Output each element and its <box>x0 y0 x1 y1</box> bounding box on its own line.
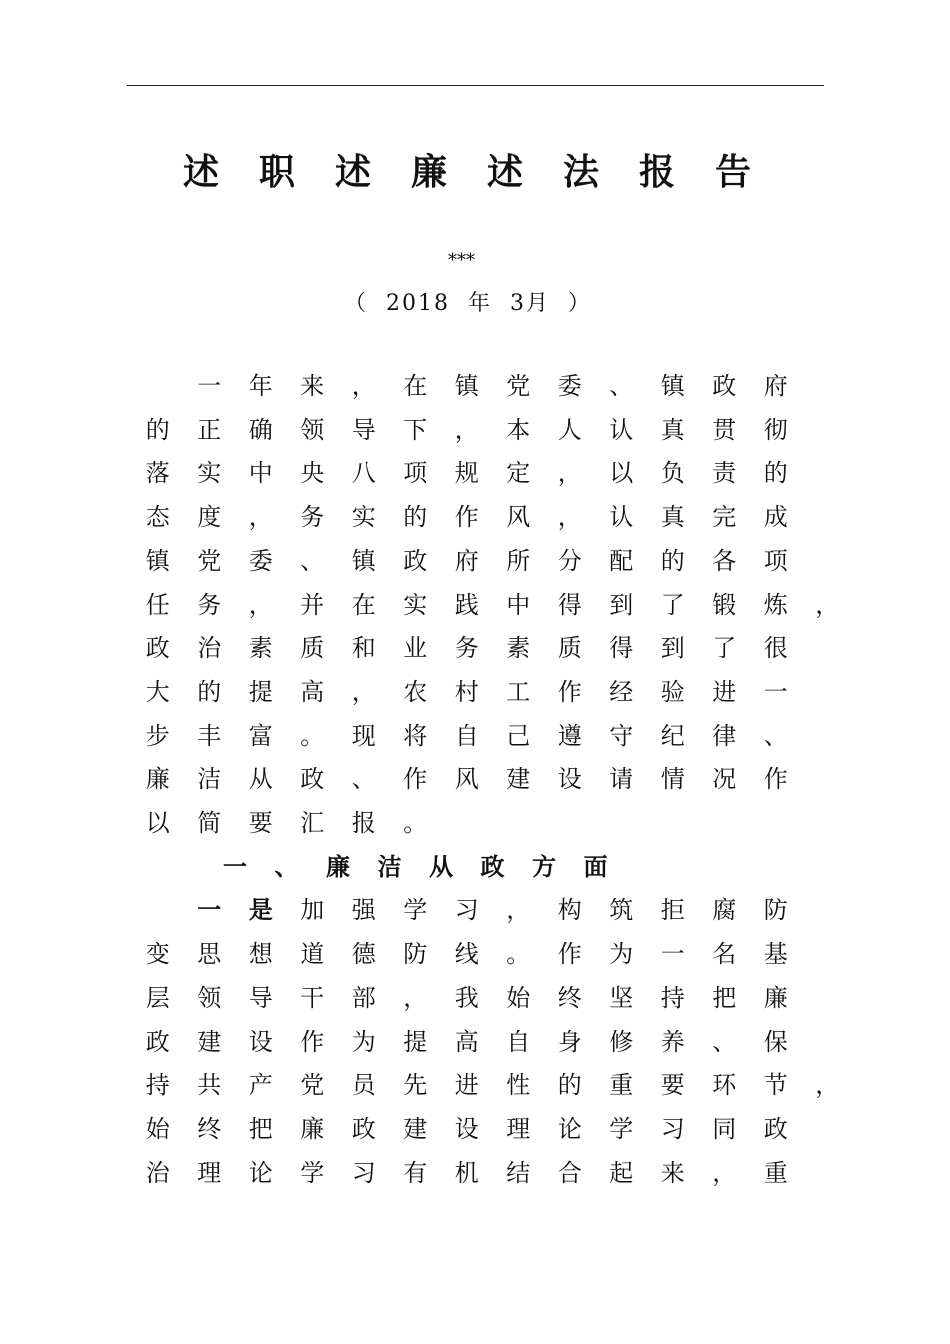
char: 为 <box>609 940 634 969</box>
char: 产 <box>248 1071 273 1100</box>
char: 下 <box>403 415 428 444</box>
char: 重 <box>609 1071 634 1100</box>
paragraph-line <box>132 545 802 577</box>
char: 领 <box>197 983 222 1012</box>
char: 在 <box>351 590 376 619</box>
char: 合 <box>557 1158 582 1187</box>
char: 廉 <box>763 983 788 1012</box>
char: 防 <box>403 940 428 969</box>
char: 。 <box>506 940 531 969</box>
char: 变 <box>145 940 170 969</box>
char: 来 <box>660 1158 685 1187</box>
char: 的 <box>660 546 685 575</box>
char: 廉 <box>145 765 170 794</box>
char: 认 <box>609 503 634 532</box>
char: 中 <box>248 459 273 488</box>
char: ， <box>815 1071 840 1100</box>
char: 规 <box>454 459 479 488</box>
char: 道 <box>300 940 325 969</box>
char: 大 <box>145 677 170 706</box>
char: 富 <box>248 721 273 750</box>
page-title: 述职述廉述法报告 <box>183 151 792 193</box>
char: 设 <box>248 1027 273 1056</box>
char: 拒 <box>660 896 685 925</box>
char: 在 <box>403 372 428 400</box>
char: 镇 <box>351 546 376 575</box>
char: 进 <box>454 1071 479 1100</box>
paragraph-line <box>184 370 802 402</box>
char: 习 <box>454 896 479 925</box>
paragraph-line <box>132 589 853 621</box>
char: 态 <box>145 503 170 532</box>
char: 律 <box>712 721 737 750</box>
char: 始 <box>506 983 531 1012</box>
char: 治 <box>145 1158 170 1187</box>
char: 的 <box>145 415 170 444</box>
paragraph-line <box>132 1026 802 1058</box>
char: 将 <box>403 721 428 750</box>
char: 有 <box>403 1158 428 1187</box>
char: 把 <box>248 1114 273 1143</box>
char: 理 <box>506 1114 531 1143</box>
char: 贯 <box>712 415 737 444</box>
char: 锻 <box>712 590 737 619</box>
char: 洁 <box>197 765 222 794</box>
char: 持 <box>145 1071 170 1100</box>
char: 作 <box>300 1027 325 1056</box>
char: 养 <box>660 1027 685 1056</box>
char: 身 <box>557 1027 582 1056</box>
char: 进 <box>712 677 737 706</box>
char: 保 <box>763 1027 788 1056</box>
char: 性 <box>506 1071 531 1100</box>
char: 思 <box>197 940 222 969</box>
paragraph-line <box>132 632 802 664</box>
char: 的 <box>197 677 222 706</box>
char: 始 <box>145 1114 170 1143</box>
char: 、 <box>712 1027 737 1056</box>
char: 作 <box>454 503 479 532</box>
paragraph-line <box>132 501 802 533</box>
char: 汇 <box>300 809 325 837</box>
char: 遵 <box>557 721 582 750</box>
char: 政 <box>300 765 325 794</box>
char: 领 <box>300 415 325 444</box>
char: 导 <box>351 415 376 444</box>
char: 习 <box>351 1158 376 1187</box>
char: 本 <box>506 415 531 444</box>
char: 质 <box>557 634 582 663</box>
char: 的 <box>557 1071 582 1100</box>
char: 一 <box>660 940 685 969</box>
char: 务 <box>300 503 325 532</box>
char: ， <box>712 1158 737 1187</box>
char: 的 <box>403 503 428 532</box>
char: 要 <box>248 809 273 837</box>
char: 负 <box>660 459 685 488</box>
char: 现 <box>351 721 376 750</box>
paragraph-line <box>132 938 802 970</box>
char: 高 <box>454 1027 479 1056</box>
char: 我 <box>454 983 479 1012</box>
char: 习 <box>660 1114 685 1143</box>
char: 员 <box>351 1071 376 1100</box>
char: 政 <box>351 1114 376 1143</box>
char: 很 <box>763 634 788 663</box>
char: 党 <box>197 546 222 575</box>
char: 高 <box>300 677 325 706</box>
char: 请 <box>609 765 634 794</box>
char: 学 <box>403 896 428 925</box>
char: 中 <box>506 590 531 619</box>
char: 正 <box>197 415 222 444</box>
char: 一 <box>763 677 788 706</box>
date: （ 2018 年 3月 ） <box>344 291 592 316</box>
char: 终 <box>557 983 582 1012</box>
header-rule <box>127 85 824 86</box>
char: 论 <box>248 1158 273 1187</box>
char: 起 <box>609 1158 634 1187</box>
char: 实 <box>351 503 376 532</box>
char: ， <box>248 503 273 532</box>
char: 建 <box>403 1114 428 1143</box>
char: 是 <box>248 895 273 925</box>
char: 政 <box>145 1027 170 1056</box>
char: 所 <box>506 546 531 575</box>
char: 想 <box>248 940 273 969</box>
char: 的 <box>763 459 788 488</box>
char: 、 <box>351 765 376 794</box>
char: 同 <box>712 1114 737 1143</box>
char: 彻 <box>763 415 788 444</box>
char: 己 <box>506 721 531 750</box>
char: 人 <box>557 415 582 444</box>
char: 任 <box>145 590 170 619</box>
char: 共 <box>197 1071 222 1100</box>
paragraph-line <box>132 457 802 489</box>
char: 工 <box>506 677 531 706</box>
char: ， <box>506 896 531 925</box>
paragraph-line <box>184 894 802 926</box>
char: 作 <box>763 765 788 794</box>
char: 配 <box>609 546 634 575</box>
char: 八 <box>351 459 376 488</box>
char: 、 <box>300 546 325 575</box>
char: ， <box>557 503 582 532</box>
char: 筑 <box>609 896 634 925</box>
char: 终 <box>197 1114 222 1143</box>
char: 干 <box>300 983 325 1012</box>
char: 层 <box>145 983 170 1012</box>
char: 实 <box>403 590 428 619</box>
paragraph-line <box>132 720 802 752</box>
char: 并 <box>300 590 325 619</box>
char: 践 <box>454 590 479 619</box>
char: 腐 <box>712 896 737 925</box>
char: 委 <box>557 372 582 400</box>
char: ， <box>351 372 376 400</box>
char: 各 <box>712 546 737 575</box>
char: 德 <box>351 940 376 969</box>
char: 基 <box>763 940 788 969</box>
char: 洁 <box>377 851 402 881</box>
paragraph-line <box>132 763 802 795</box>
char: 年 <box>248 372 273 400</box>
char: 。 <box>403 809 428 837</box>
char: 项 <box>763 546 788 575</box>
char: 到 <box>660 634 685 663</box>
char: 建 <box>197 1027 222 1056</box>
char: 自 <box>506 1027 531 1056</box>
char: 政 <box>480 851 505 881</box>
char: 项 <box>403 459 428 488</box>
char: 务 <box>197 590 222 619</box>
char: 完 <box>712 503 737 532</box>
char: 强 <box>351 896 376 925</box>
paragraph-line <box>132 1157 802 1189</box>
char: 先 <box>403 1071 428 1100</box>
char: ， <box>815 590 840 619</box>
section-heading <box>209 851 621 883</box>
char: 验 <box>660 677 685 706</box>
char: 农 <box>403 677 428 706</box>
char: 作 <box>403 765 428 794</box>
char: 确 <box>248 415 273 444</box>
char: 村 <box>454 677 479 706</box>
char: 以 <box>609 459 634 488</box>
char: 炼 <box>763 590 788 619</box>
char: 学 <box>609 1114 634 1143</box>
char: 一 <box>197 372 222 400</box>
char: 简 <box>197 809 222 837</box>
char: 作 <box>557 940 582 969</box>
char: 素 <box>248 634 273 663</box>
char: 认 <box>609 415 634 444</box>
char: 机 <box>454 1158 479 1187</box>
char: 党 <box>506 372 531 400</box>
char: 一 <box>197 895 222 925</box>
author: *** <box>448 250 475 271</box>
char: 建 <box>506 765 531 794</box>
char: 面 <box>583 851 608 881</box>
char: 、 <box>609 372 634 400</box>
char: 理 <box>197 1158 222 1187</box>
char: 得 <box>609 634 634 663</box>
char: 报 <box>351 809 376 837</box>
char: 来 <box>300 372 325 400</box>
char: 作 <box>557 677 582 706</box>
char: 名 <box>712 940 737 969</box>
char: 风 <box>506 503 531 532</box>
char: 真 <box>660 415 685 444</box>
char: 导 <box>248 983 273 1012</box>
char: ， <box>557 459 582 488</box>
paragraph-line <box>132 807 441 839</box>
char: 丰 <box>197 721 222 750</box>
char: 定 <box>506 459 531 488</box>
char: 真 <box>660 503 685 532</box>
char: ， <box>351 677 376 706</box>
char: 从 <box>248 765 273 794</box>
char: 学 <box>300 1158 325 1187</box>
paragraph-line <box>132 414 802 446</box>
char: 党 <box>300 1071 325 1100</box>
char: 线 <box>454 940 479 969</box>
char: 步 <box>145 721 170 750</box>
char: 廉 <box>300 1114 325 1143</box>
char: 政 <box>763 1114 788 1143</box>
char: 廉 <box>326 851 350 881</box>
char: ， <box>403 983 428 1012</box>
char: 委 <box>248 546 273 575</box>
char: 自 <box>454 721 479 750</box>
char: 政 <box>712 372 737 400</box>
char: 环 <box>712 1071 737 1100</box>
char: ， <box>454 415 479 444</box>
paragraph-line <box>132 676 802 708</box>
char: 和 <box>351 634 376 663</box>
char: 设 <box>557 765 582 794</box>
char: 了 <box>660 590 685 619</box>
char: 。 <box>300 721 325 750</box>
char: 务 <box>454 634 479 663</box>
char: ， <box>248 590 273 619</box>
paragraph-line <box>132 982 802 1014</box>
char: 政 <box>403 546 428 575</box>
char: 防 <box>763 896 788 925</box>
char: 况 <box>712 765 737 794</box>
char: 重 <box>763 1158 788 1187</box>
char: 镇 <box>454 372 479 400</box>
char: 部 <box>351 983 376 1012</box>
char: 提 <box>403 1027 428 1056</box>
char: 成 <box>763 503 788 532</box>
char: 情 <box>660 765 685 794</box>
char: 把 <box>712 983 737 1012</box>
char: 素 <box>506 634 531 663</box>
paragraph-line <box>132 1069 853 1101</box>
char: 纪 <box>660 721 685 750</box>
char: 方 <box>532 851 556 881</box>
char: 业 <box>403 634 428 663</box>
char: 府 <box>763 372 788 400</box>
char: 论 <box>557 1114 582 1143</box>
char: 实 <box>197 459 222 488</box>
char: 治 <box>197 634 222 663</box>
char: 结 <box>506 1158 531 1187</box>
char: 构 <box>557 896 582 925</box>
char: 为 <box>351 1027 376 1056</box>
char: 持 <box>660 983 685 1012</box>
char: 责 <box>712 459 737 488</box>
char: 风 <box>454 765 479 794</box>
char: 政 <box>145 634 170 663</box>
char: 镇 <box>660 372 685 400</box>
char: 了 <box>712 634 737 663</box>
char: 质 <box>300 634 325 663</box>
char: 分 <box>557 546 582 575</box>
char: 坚 <box>609 983 634 1012</box>
char: 提 <box>248 677 273 706</box>
char: 经 <box>609 677 634 706</box>
char: 从 <box>429 851 453 881</box>
char: 度 <box>197 503 222 532</box>
char: 落 <box>145 459 170 488</box>
char: 以 <box>145 809 170 837</box>
char: 到 <box>609 590 634 619</box>
paragraph-line <box>132 1113 802 1145</box>
char: 得 <box>557 590 582 619</box>
char: 节 <box>763 1071 788 1100</box>
char: 守 <box>609 721 634 750</box>
char: 要 <box>660 1071 685 1100</box>
char: 修 <box>609 1027 634 1056</box>
char: 、 <box>763 721 788 750</box>
char: 设 <box>454 1114 479 1143</box>
char: 央 <box>300 459 325 488</box>
char: 镇 <box>145 546 170 575</box>
char: 、 <box>274 851 299 881</box>
char: 一 <box>223 851 247 881</box>
char: 加 <box>300 896 325 925</box>
char: 府 <box>454 546 479 575</box>
